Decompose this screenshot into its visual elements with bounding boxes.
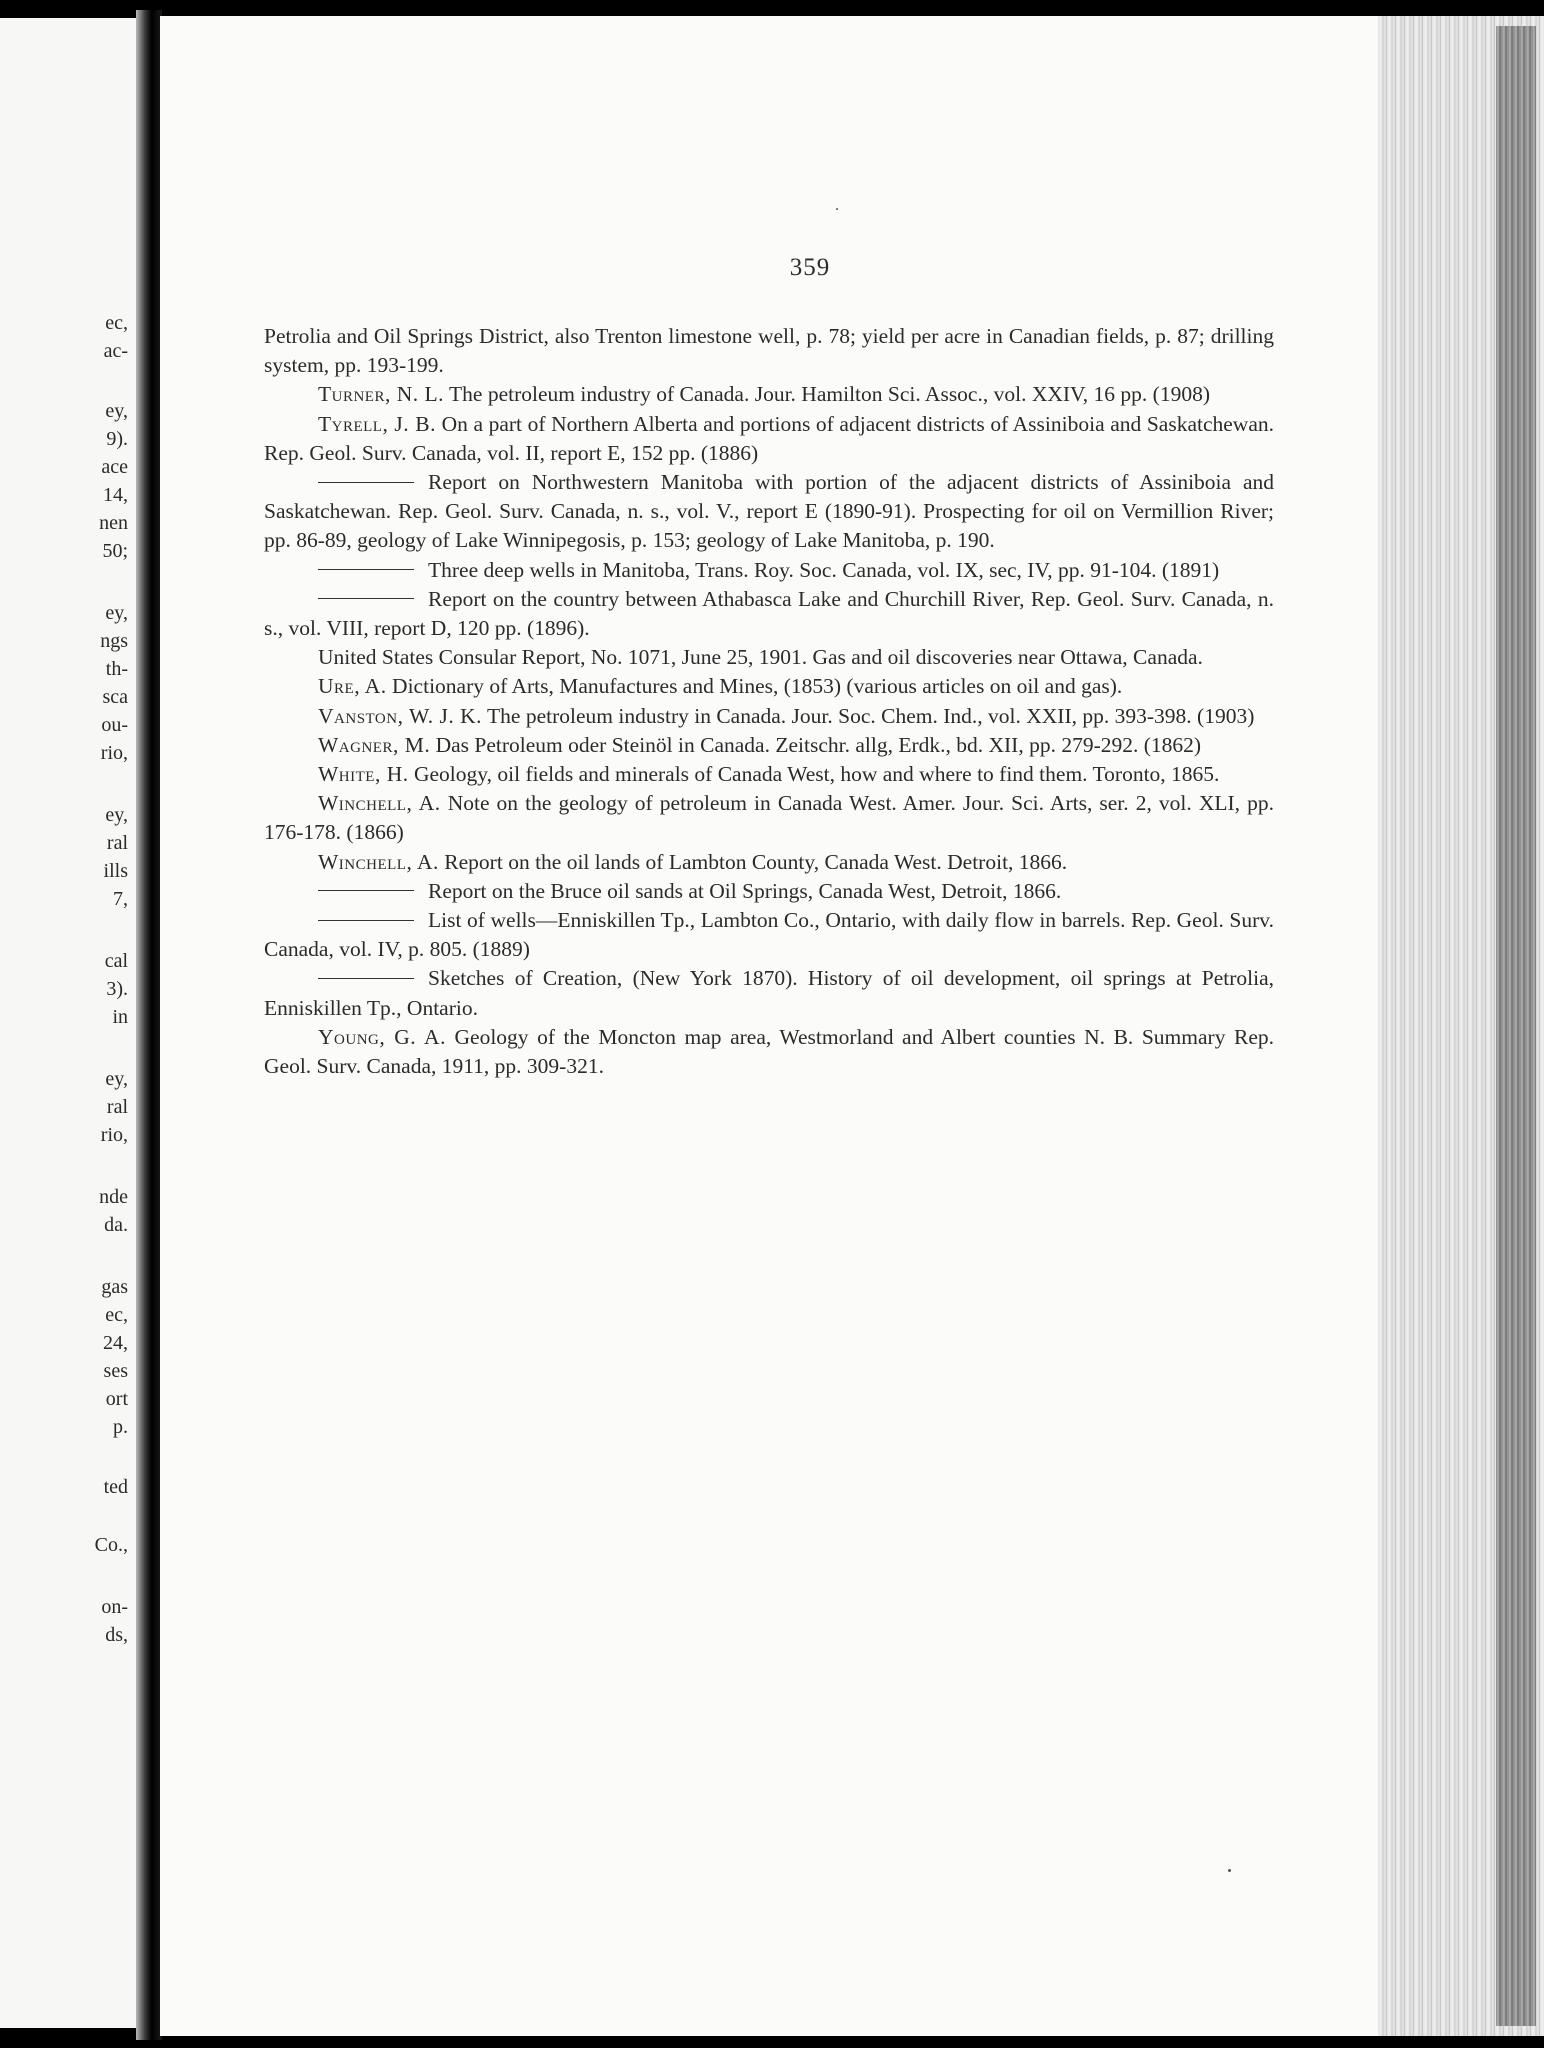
left-page-text-fragment: ds,	[105, 1624, 128, 1646]
left-page-text-fragment: ted	[103, 1476, 128, 1498]
left-page-text-fragment: sca	[102, 686, 128, 708]
left-page-text-fragment: gas	[101, 1276, 128, 1298]
bibliography-entry	[264, 585, 1274, 643]
entry-author: White, H.	[318, 762, 409, 787]
entry-text: United States Consular Report, No. 1071, June 25, 1901. Gas and oil discoveries near Ottawa, Canada.	[318, 645, 1203, 670]
entry-text: On a part of Northern Alberta and portions of adjacent districts of Assiniboia and Saskatchewan. Rep. Geol. Surv. Canada, vol. II, report E, 152 pp. (1886)	[264, 411, 1275, 465]
left-page-text-fragment: ral	[106, 832, 128, 854]
left-page-text-fragment: 24,	[103, 1332, 128, 1354]
bibliography-entry	[264, 468, 1274, 556]
left-page-text-fragment: da.	[104, 1214, 128, 1236]
bibliography-entry	[264, 789, 1274, 847]
bibliography-entry	[264, 380, 1274, 409]
entry-text: List of wells—Enniskillen Tp., Lambton Co., Ontario, with daily flow in barrels. Rep. Geol. Surv. Canada, vol. IV, p. 805. (1889)	[264, 908, 1274, 962]
bibliography-entry	[264, 964, 1274, 1022]
entry-text: Geology, oil fields and minerals of Canada West, how and where to find them. Toronto, 1865.	[413, 762, 1220, 787]
entry-text: Report on Northwestern Manitoba with portion of the adjacent districts of Assiniboia and Saskatchewan. Rep. Geol. Surv. Canada, n. s., vol. V., report E (1890-91). Prospecting for oil on Vermillion River; pp. 86-89, geology of Lake Winnipegosis, p. 153; geology of Lake Manitoba, p. 190.	[264, 470, 1274, 553]
entry-text: Note on the geology of petroleum in Canada West. Amer. Jour. Sci. Arts, ser. 2, vol. XLI, pp. 176-178. (1866)	[264, 791, 1274, 845]
page-edges-shadow	[1496, 26, 1536, 2026]
bibliography-entry	[264, 906, 1274, 964]
ditto-dash	[318, 482, 414, 483]
left-page-text-fragment: ey,	[105, 1068, 128, 1090]
bibliography-entry	[264, 702, 1274, 731]
left-page-text-fragment: 3).	[106, 978, 128, 1000]
left-page-text-fragment: ey,	[105, 602, 128, 624]
left-page-text-fragment: ac-	[103, 340, 128, 362]
entry-author: Turner, N. L.	[318, 382, 445, 407]
bibliography-entry	[264, 731, 1274, 760]
bibliography-entry	[264, 1023, 1274, 1081]
bibliography-entry	[264, 410, 1274, 468]
left-page-text-fragment: on-	[101, 1596, 128, 1618]
left-page-text-fragment: cal	[104, 950, 128, 972]
entry-text: Report on the oil lands of Lambton County, Canada West. Detroit, 1866.	[444, 849, 1068, 874]
left-page-text-fragment: in	[112, 1006, 128, 1028]
left-page-text-fragment: rio,	[100, 742, 128, 764]
bibliography-entry	[264, 760, 1274, 789]
ditto-dash	[318, 890, 414, 891]
left-page-text-fragment: ey,	[105, 804, 128, 826]
ditto-dash	[318, 978, 414, 979]
left-page-text-fragment: rio,	[100, 1124, 128, 1146]
left-page-text-fragment: ses	[103, 1360, 128, 1382]
entry-text: Das Petroleum oder Steinöl in Canada. Zeitschr. allg, Erdk., bd. XII, pp. 279-292. (1862)	[435, 732, 1202, 757]
entry-text: Report on the country between Athabasca Lake and Churchill River, Rep. Geol. Surv. Canada, n. s., vol. VIII, report D, 120 pp. (1896).	[264, 586, 1274, 641]
left-page-sliver	[0, 18, 136, 2028]
entry-author: Winchell, A.	[318, 849, 439, 874]
entry-author: Winchell, A.	[318, 791, 441, 816]
left-page-text-fragment: ec,	[105, 1304, 128, 1326]
entry-text: The petroleum industry of Canada. Jour. Hamilton Sci. Assoc., vol. XXIV, 16 pp. (1908)	[449, 382, 1210, 407]
left-page-text-fragment: ey,	[105, 400, 128, 422]
left-page-text-fragment: 14,	[103, 484, 128, 506]
left-page-text-fragment: 9).	[106, 428, 128, 450]
entry-text: Petrolia and Oil Springs District, also Trenton limestone well, p. 78; yield per acre in Canadian fields, p. 87; drilling system, pp. 193-199.	[264, 324, 1274, 378]
entry-text: The petroleum industry in Canada. Jour. Soc. Chem. Ind., vol. XXII, pp. 393-398. (1903)	[487, 703, 1255, 728]
left-page-text-fragment: nen	[99, 512, 128, 534]
entry-author: Tyrell, J. B.	[318, 411, 436, 436]
left-page-text-fragment: ort	[105, 1388, 128, 1410]
entry-author: Young, G. A.	[318, 1024, 446, 1049]
entry-author: Vanston, W. J. K.	[318, 703, 483, 728]
left-page-text-fragment: 7,	[113, 888, 128, 910]
bibliography-entry	[264, 556, 1274, 585]
entry-author: Ure, A.	[318, 674, 387, 699]
bibliography-entry	[264, 877, 1274, 906]
entry-text: Sketches of Creation, (New York 1870). History of oil development, oil springs at Petrolia, Enniskillen Tp., Ontario.	[264, 966, 1274, 1020]
left-page-text-fragment: ec,	[105, 312, 128, 334]
paper-speck	[1228, 1869, 1231, 1872]
left-page-text-fragment: ills	[103, 860, 128, 882]
left-page-text-fragment: th-	[105, 658, 128, 680]
bibliography-entry	[264, 672, 1274, 701]
bibliography-entry	[264, 322, 1274, 380]
left-page-text-fragment: ngs	[100, 630, 128, 652]
left-page-text-fragment: nde	[99, 1186, 128, 1208]
entry-text: Report on the Bruce oil sands at Oil Springs, Canada West, Detroit, 1866.	[428, 878, 1062, 903]
main-page	[160, 16, 1378, 2036]
left-page-text-fragment: ou-	[101, 714, 128, 736]
entry-text: Geology of the Moncton map area, Westmorland and Albert counties N. B. Summary Rep. Geol. Surv. Canada, 1911, pp. 309-321.	[264, 1024, 1274, 1079]
bibliography-entry	[264, 643, 1274, 672]
bibliography-list	[264, 322, 1274, 1081]
paper-speck	[836, 208, 838, 210]
page-edges	[1378, 16, 1544, 2036]
entry-text: Three deep wells in Manitoba, Trans. Roy. Soc. Canada, vol. IX, sec, IV, pp. 91-104. (1891)	[428, 557, 1220, 582]
left-page-text-fragment: ace	[101, 456, 128, 478]
ditto-dash	[318, 598, 414, 599]
ditto-dash	[318, 920, 414, 921]
page-number: 359	[789, 254, 831, 281]
left-page-text-fragment: ral	[106, 1096, 128, 1118]
left-page-text-fragment: 50;	[102, 540, 128, 562]
left-page-text-fragment: Co.,	[94, 1534, 128, 1556]
entry-text: Dictionary of Arts, Manufactures and Mines, (1853) (various articles on oil and gas).	[392, 674, 1123, 699]
book-gutter	[136, 10, 162, 2040]
bibliography-entry	[264, 848, 1274, 877]
left-page-text-fragment: p.	[113, 1416, 128, 1438]
ditto-dash	[318, 569, 414, 570]
entry-author: Wagner, M.	[318, 732, 431, 757]
